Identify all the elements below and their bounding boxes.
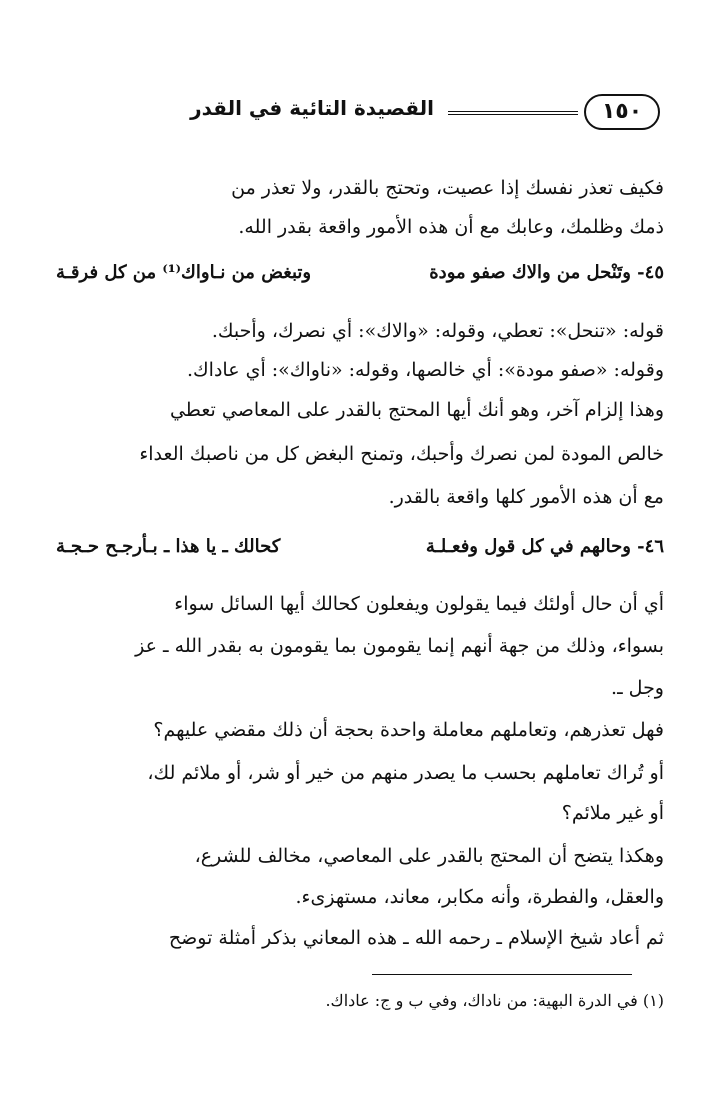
text-line: ثم أعاد شيخ الإسلام ـ رحمه الله ـ هذه المعاني بذكر أمثلة توضح [168,927,664,949]
text-line: وهذا إلزام آخر، وهو أنك أيها المحتج بالقدر على المعاصي تعطي [169,399,664,421]
text-line: بسواء، وذلك من جهة أنهم إنما يقومون بما يقومون به بقدر الله ـ عز [135,635,664,657]
verse-second-hemistich: كحالك ـ يا هذا ـ بـأرجـح حـجـة [56,536,281,557]
footnote-separator [372,974,632,975]
verse-45 [56,253,664,293]
text-line: وقوله: «صفو مودة»: أي خالصها، وقوله: «ناواك»: أي عاداك. [186,359,664,381]
text-line: قوله: «تنحل»: تعطي، وقوله: «والاك»: أي نصرك، وأحبك. [211,320,664,342]
footnote: (١) في الدرة البهية: من ناداك، وفي ب و ج: عاداك. [325,991,664,1010]
text-line: وجل ـ. [611,677,664,699]
text-line: خالص المودة لمن نصرك وأحبك، وتمنح البغض كل من ناصبك العداء [139,443,664,465]
verse-second-hemistich: وتبغض من نـاواك⁽¹⁾ من كل فرقـة [56,262,312,283]
page-header [40,92,662,134]
text-line: أو غير ملائم؟ [561,802,664,824]
verse-46 [56,527,664,567]
page-number: ١٥٠ [584,94,660,130]
running-title: القصيدة التائية في القدر [190,96,434,120]
verse-first-hemistich: ٤٦- وحالهم في كل قول وفعـلـة [425,536,664,557]
text-line: ذمك وظلمك، وعابك مع أن هذه الأمور واقعة بقدر الله. [238,216,664,238]
verse-first-hemistich: ٤٥- وتَنْحل من والاك صفو مودة [429,262,664,283]
text-line: مع أن هذه الأمور كلها واقعة بالقدر. [388,486,664,508]
text-line: فهل تعذرهم، وتعاملهم معاملة واحدة بحجة أن ذلك مقضي عليهم؟ [153,719,664,741]
text-line: والعقل، والفطرة، وأنه مكابر، معاند، مستهزىء. [295,886,664,908]
text-line: فكيف تعذر نفسك إذا عصيت، وتحتج بالقدر، ولا تعذر من [231,177,664,199]
text-line: وهكذا يتضح أن المحتج بالقدر على المعاصي، مخالف للشرع، [194,845,664,867]
text-line: أو تُراك تعاملهم بحسب ما يصدر منهم من خير أو شر، أو ملائم لك، [147,762,664,784]
header-rule [448,111,578,115]
text-line: أي أن حال أولئك فيما يقولون ويفعلون كحالك أيها السائل سواء [174,593,664,615]
